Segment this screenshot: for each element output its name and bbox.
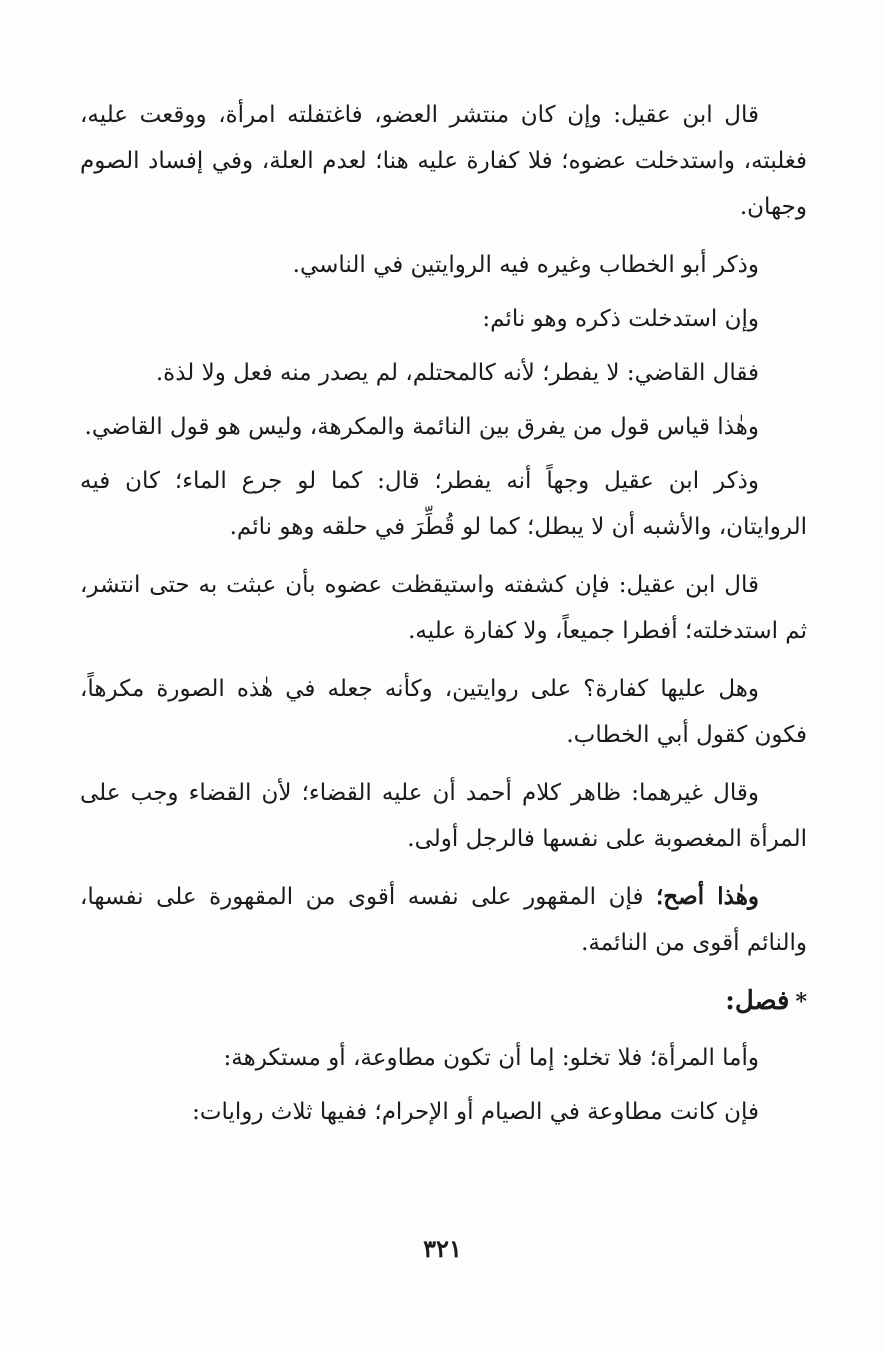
paragraph-emphasis <box>80 874 807 966</box>
paragraph-2: وذكر أبو الخطاب وغيره فيه الروايتين في الناسي. <box>292 252 759 278</box>
paragraph-5: وهٰذا قياس قول من يفرق بين النائمة والمكرهة، وليس هو قول القاضي. <box>84 414 759 440</box>
emphasis-lead: وهٰذا أصح؛ <box>656 883 759 910</box>
paragraph-7: قال ابن عقيل: فإن كشفته واستيقظت عضوه بأن عبثت به حتى انتشر، ثم استدخلته؛ أفطرا جميعاً، ولا كفارة عليه. <box>80 572 807 644</box>
paragraph-8: وهل عليها كفارة؟ على روايتين، وكأنه جعله في هٰذه الصورة مكرهاً، فكون كقول أبي الخطاب. <box>80 676 807 748</box>
page-body <box>80 92 807 1143</box>
paragraph-4: فقال القاضي: لا يفطر؛ لأنه كالمحتلم، لم يصدر منه فعل ولا لذة. <box>155 360 759 386</box>
section-heading-label: فصل: <box>725 986 790 1016</box>
section-heading <box>80 978 807 1025</box>
paragraph-9: وقال غيرهما: ظاهر كلام أحمد أن عليه القضاء؛ لأن القضاء وجب على المرأة المغصوبة على نفسها فالرجل أولى. <box>80 780 807 852</box>
paragraph-3: وإن استدخلت ذكره وهو نائم: <box>482 306 759 332</box>
page-number: ٣٢١ <box>423 1234 462 1263</box>
paragraph-1: قال ابن عقيل: وإن كان منتشر العضو، فاغتفلته امرأة، ووقعت عليه، فغلبته، واستدخلت عضوه؛ فلا كفارة عليه هنا؛ لعدم العلة، وفي إفساد الصوم وجهان. <box>80 102 807 220</box>
section-paragraph-1: وأما المرأة؛ فلا تخلو: إما أن تكون مطاوعة، أو مستكرهة: <box>223 1045 759 1071</box>
paragraph-6: وذكر ابن عقيل وجهاً أنه يفطر؛ قال: كما لو جرع الماء؛ كان فيه الروايتان، والأشبه أن لا يبطل؛ كما لو قُطِّرَ في حلقه وهو نائم. <box>80 468 807 540</box>
star-icon: * <box>795 989 807 1015</box>
emphasis-rest: فإن المقهور على نفسه أقوى من المقهورة على نفسها، والنائم أقوى من النائمة. <box>80 884 807 956</box>
section-paragraph-2: فإن كانت مطاوعة في الصيام أو الإحرام؛ ففيها ثلاث روايات: <box>192 1099 759 1125</box>
